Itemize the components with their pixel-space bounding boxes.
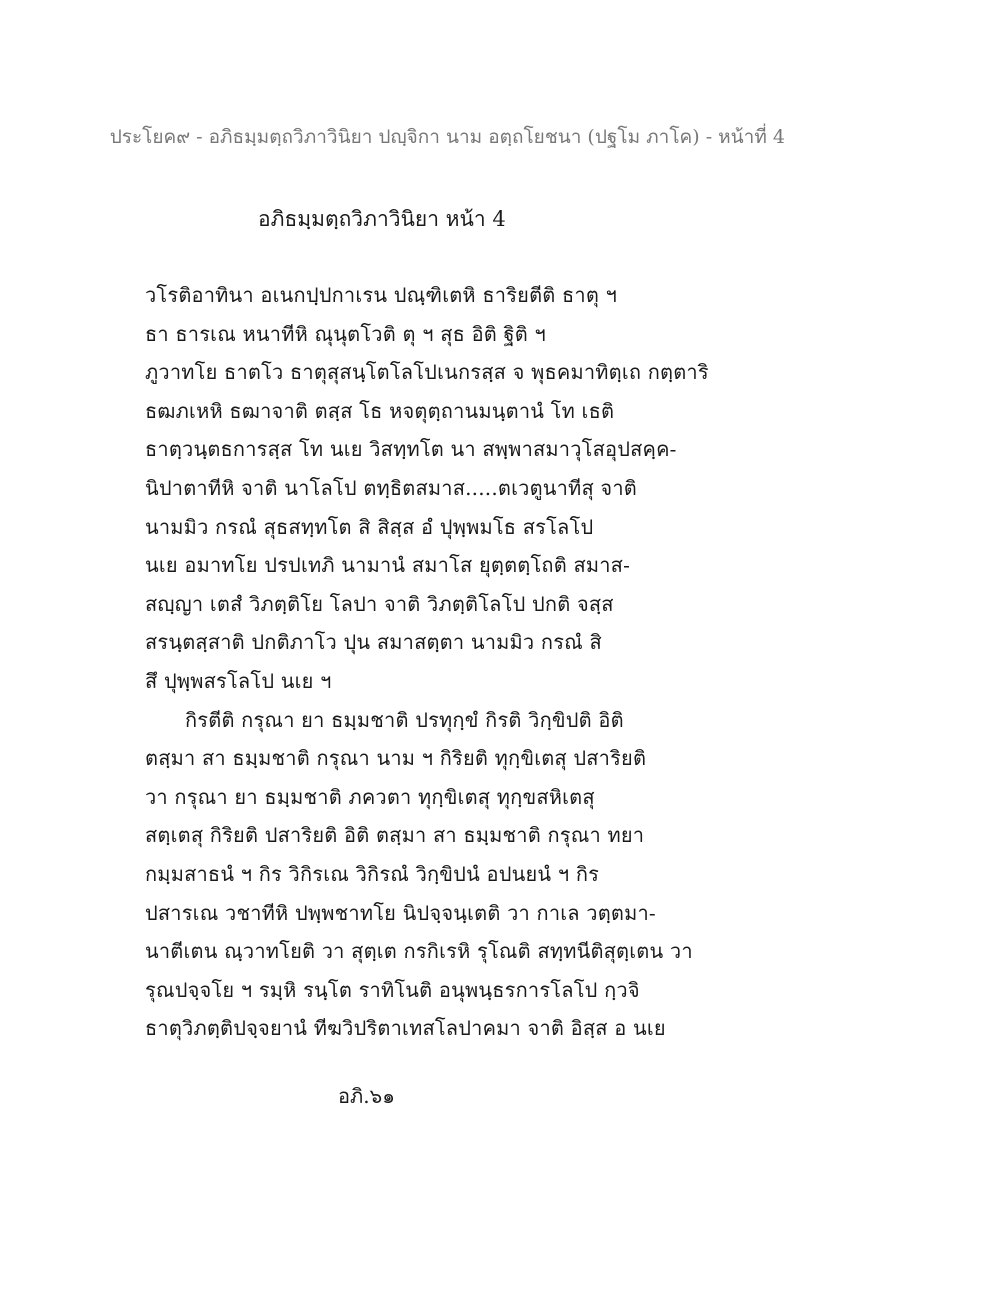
text-line: สรนฺตสฺสาติ ปกติภาโว ปุน สมาสตฺตา นามมิว กรณํ สิ: [145, 630, 602, 655]
text-line: สตฺเตสุ กิริยติ ปสาริยติ อิติ ตสฺมา สา ธมฺมชาติ กรุณา ทยา: [145, 823, 645, 848]
text-line: รุณปจฺจโย ฯ รมฺหิ รนฺโต ราทิโนติ อนุพนฺธรการโลโป กฺวจิ: [145, 977, 640, 1002]
text-line: ปสารเณ วชาทีหิ ปพฺพชาทโย นิปจฺจนฺเตติ วา กาเล วตฺตมา-: [145, 900, 656, 925]
paragraph-start-line: กิรตีติ กรุณา ยา ธมฺมชาติ ปรทุกฺขํ กิรติ วิกฺขิปติ อิติ: [185, 707, 624, 732]
body-text: [145, 276, 845, 1048]
text-line: ธฒภเหหิ ธฒาจาติ ตสฺส โธ หจตุตฺถานมนฺตานํ โท เธติ: [145, 398, 615, 423]
text-line: สญฺญา เตสํ วิภตฺติโย โลปา จาติ วิภตฺติโลโป ปกติ จสฺส: [145, 591, 614, 616]
text-line: นเย อมาทโย ปรปเทภิ นามานํ สมาโส ยุตฺตตฺโถติ สมาส-: [145, 553, 631, 578]
text-line: กมฺมสาธนํ ฯ กิร วิกิรเณ วิกิรณํ วิกฺขิปนํ อปนยนํ ฯ กิร: [145, 861, 600, 886]
text-line: นิปาตาทีหิ จาติ นาโลโป ตทฺธิตสมาส.....ตเวตูนาทีสุ จาติ: [145, 475, 637, 500]
text-line: สึ ปุพฺพสรโลโป นเย ฯ: [145, 668, 332, 693]
text-line: ธาตุวิภตฺติปจฺจยานํ ทีฆวิปริตาเทสโลปาคมา จาติ อิสฺส อ นเย: [145, 1016, 666, 1041]
text-line: วโรติอาทินา อเนกปฺปกาเรน ปณฺฑิเตหิ ธาริยตีติ ธาตุ ฯ: [145, 283, 618, 307]
text-line: นามมิว กรณํ สุธสทฺทโต สิ สิสฺส อํ ปุพฺพมโธ สรโลโป: [145, 514, 594, 539]
text-line: ตสฺมา สา ธมฺมชาติ กรุณา นาม ฯ กิริยติ ทุกฺขิเตสุ ปสาริยติ: [145, 746, 647, 771]
page-reference: อภิ.๖๑: [338, 1084, 395, 1108]
text-line: นาตีเตน ณฺวาทโยติ วา สุตฺเต กรกิเรหิ รุโณติ สทฺทนีติสุตฺเตน วา: [145, 939, 693, 964]
text-line: วา กรุณา ยา ธมฺมชาติ ภควตา ทุกฺขิเตสุ ทุกฺขสหิเตสุ: [145, 784, 595, 809]
document-title: อภิธมฺมตฺถวิภาวินิยา หน้า 4: [258, 207, 506, 231]
running-header: ประโยค๙ - อภิธมฺมตฺถวิภาวินิยา ปญฺจิกา นาม อตฺถโยชนา (ปฐโม ภาโค) - หน้าที่ 4: [109, 126, 785, 148]
text-line: ธาตฺวนฺตธการสฺส โท นเย วิสทฺทโต นา สพฺพาสมาวุโสอุปสคฺค-: [145, 437, 677, 462]
text-line: ภูวาทโย ธาตโว ธาตุสุสนฺโตโลโปเนกรสฺส จ พุธคมาทิตฺเถ กตฺตาริ: [145, 360, 709, 385]
text-line: ธา ธารเณ หนาทีหิ ณุนุตโวติ ตุ ฯ สุธ อิติ ฐิติ ฯ: [145, 321, 546, 346]
